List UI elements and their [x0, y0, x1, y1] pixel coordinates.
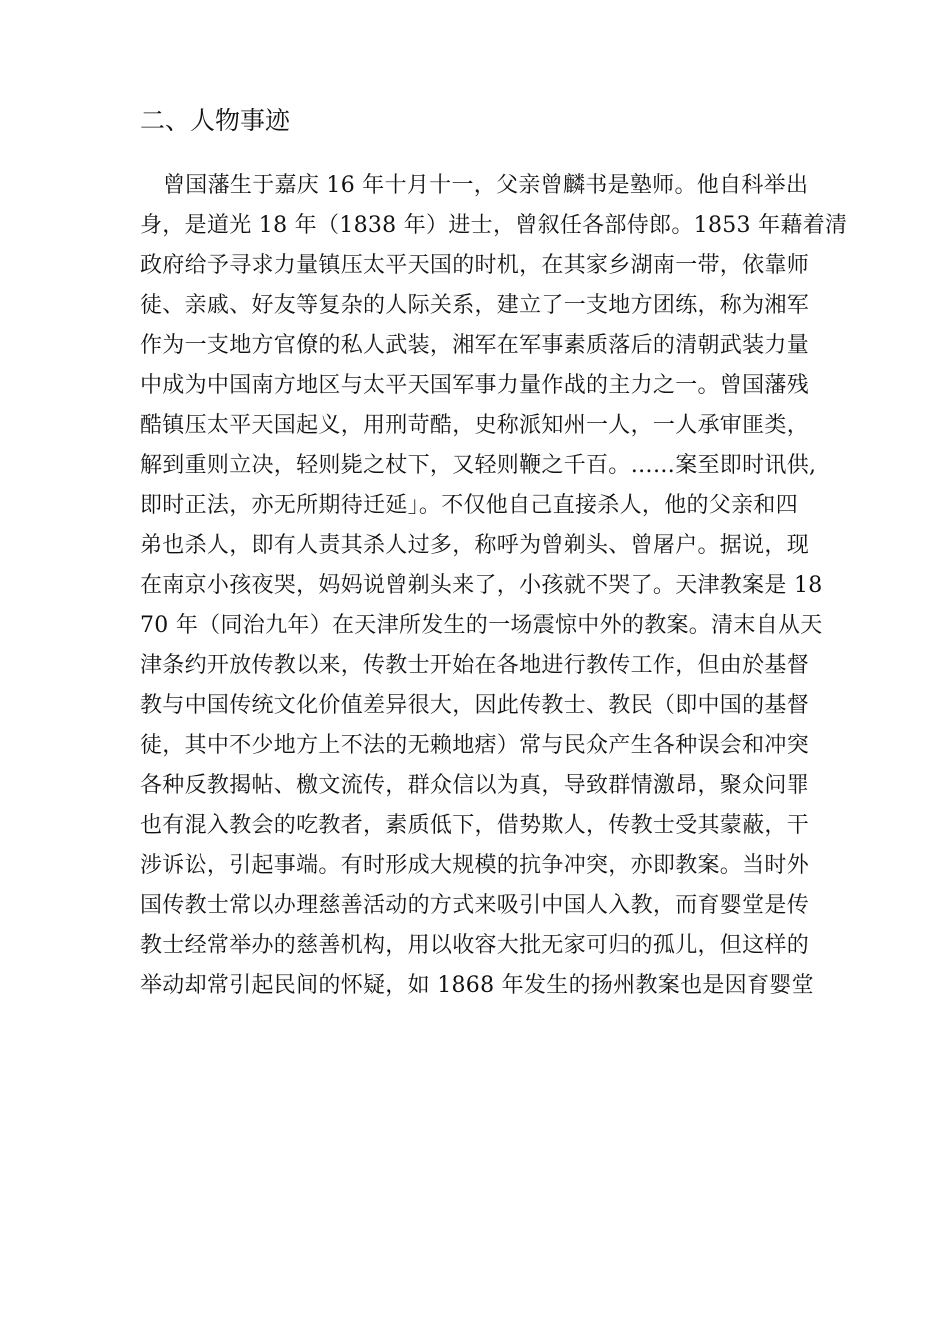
text-line: 教士经常举办的慈善机构，用以收容大批无家可归的孤儿，但这样的	[140, 933, 810, 958]
text-line: 国传教士常以办理慈善活动的方式来吸引中国人入教，而育婴堂是传	[140, 893, 810, 918]
text-line: 在南京小孩夜哭，妈妈说曾剃头来了，小孩就不哭了。天津教案是 18	[140, 573, 823, 598]
text-line: 中成为中国南方地区与太平天国军事力量作战的主力之一。曾国藩残	[140, 373, 810, 398]
text-line: 即时正法，亦无所期待迁延」。不仅他自己直接杀人，他的父亲和四	[140, 493, 799, 518]
text-line: 身，是道光 18 年（1838 年）进士，曾叙任各部侍郎。1853 年藉着清	[140, 213, 848, 238]
text-line: 酷镇压太平天国起义，用刑苛酷，史称派知州一人，一人承审匪类，	[140, 413, 810, 438]
text-line: 解到重则立决，轻则毙之杖下，又轻则鞭之千百。……案至即时讯供,	[140, 453, 817, 478]
text-line: 徒，其中不少地方上不法的无赖地痞）常与民众产生各种误会和冲突	[140, 733, 810, 758]
text-line: 也有混入教会的吃教者，素质低下，借势欺人，传教士受其蒙蔽，干	[140, 813, 810, 838]
text-line: 涉诉讼，引起事端。有时形成大规模的抗争冲突，亦即教案。当时外	[140, 853, 810, 878]
text-line: 津条约开放传教以来，传教士开始在各地进行教传工作，但由於基督	[140, 653, 810, 678]
text-line: 徒、亲戚、好友等复杂的人际关系，建立了一支地方团练，称为湘军	[140, 293, 810, 318]
text-line: 作为一支地方官僚的私人武装，湘军在军事素质落后的清朝武装力量	[140, 333, 810, 358]
text-line: 教与中国传统文化价值差异很大，因此传教士、教民（即中国的基督	[140, 693, 810, 718]
section-heading: 二、人物事迹	[140, 106, 291, 135]
text-line: 各种反教揭帖、檄文流传，群众信以为真，导致群情激昂，聚众问罪	[140, 773, 810, 798]
text-line: 70 年（同治九年）在天津所发生的一场震惊中外的教案。清末自从天	[140, 613, 823, 638]
body-paragraph	[140, 166, 848, 1006]
text-line: 弟也杀人，即有人责其杀人过多，称呼为曾剃头、曾屠户。据说，现	[140, 533, 810, 558]
text-line: 曾国藩生于嘉庆 16 年十月十一，父亲曾麟书是塾师。他自科举出	[163, 173, 809, 198]
text-line: 举动却常引起民间的怀疑，如 1868 年发生的扬州教案也是因育婴堂	[140, 973, 814, 998]
text-line: 政府给予寻求力量镇压太平天国的时机，在其家乡湖南一带，依靠师	[140, 253, 810, 278]
